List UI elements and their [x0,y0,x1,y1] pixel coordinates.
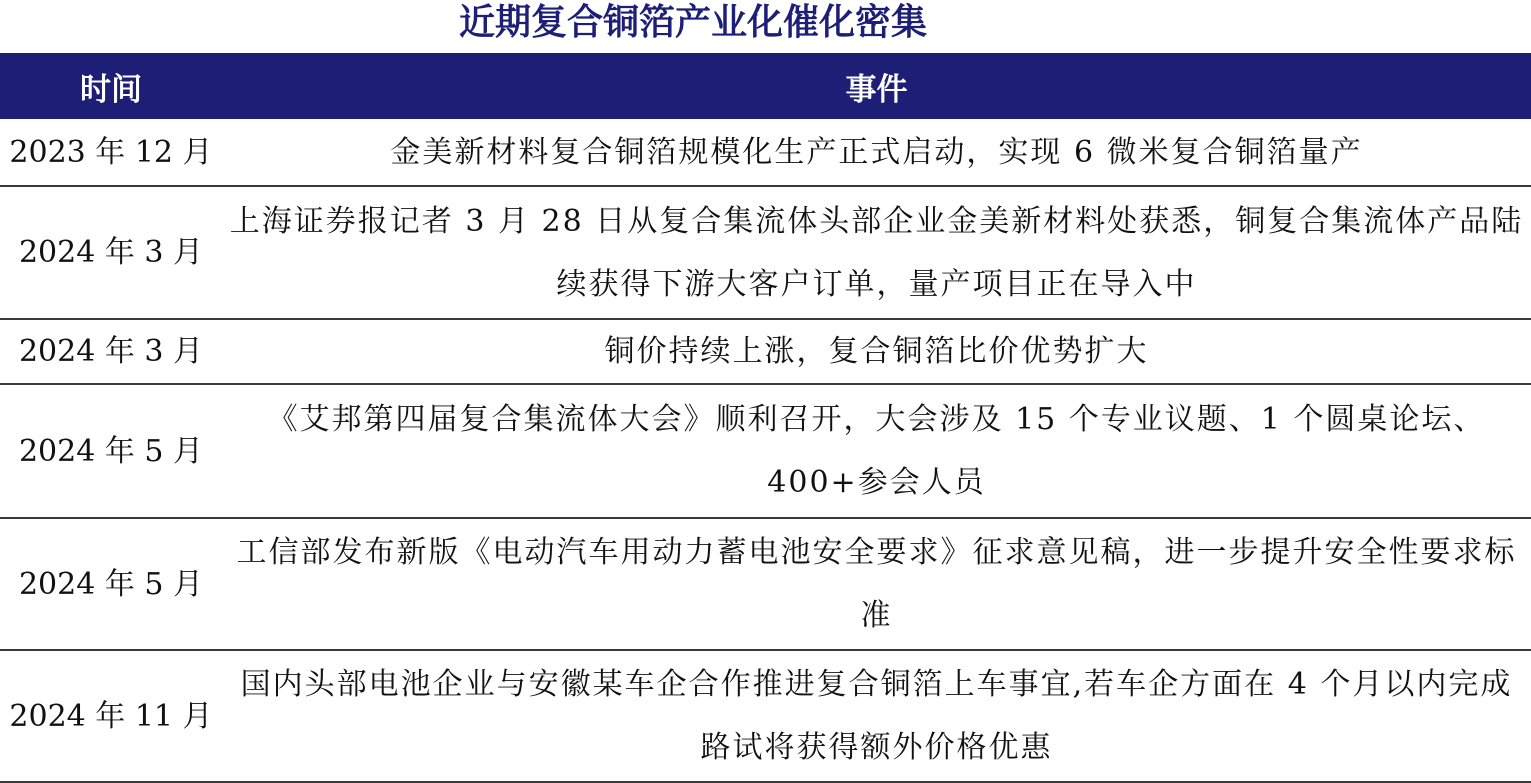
table-row [0,119,1531,186]
header-time: 时间 [80,71,142,108]
table-row [0,518,1531,650]
row-event: 工信部发布新版《电动汽车用动力蓄电池安全要求》征求意见稿，进一步提升安全性要求标准 [222,518,1531,650]
table-body [0,119,1531,782]
row-event: 国内头部电池企业与安徽某车企合作推进复合铜箔上车事宜,若车企方面在 4 个月以内完成路试将获得额外价格优惠 [222,650,1531,782]
table-row [0,384,1531,518]
header-event: 事件 [845,71,908,108]
events-table [0,53,1531,783]
row-event: 铜价持续上涨，复合铜箔比价优势扩大 [222,319,1531,384]
table-header [0,53,1531,119]
row-time: 2024 年 11 月 [0,650,222,782]
row-time: 2024 年 5 月 [0,384,222,518]
row-time: 2024 年 3 月 [0,186,222,319]
table-row [0,186,1531,319]
table-row [0,319,1531,384]
row-event: 金美新材料复合铜箔规模化生产正式启动，实现 6 微米复合铜箔量产 [222,119,1531,186]
row-event: 上海证券报记者 3 月 28 日从复合集流体头部企业金美新材料处获悉，铜复合集流体产品陆续获得下游大客户订单，量产项目正在导入中 [222,186,1531,319]
row-event: 《艾邦第四届复合集流体大会》顺利召开，大会涉及 15 个专业议题、1 个圆桌论坛、400+参会人员 [222,384,1531,518]
row-time: 2024 年 3 月 [0,319,222,384]
row-time: 2023 年 12 月 [0,119,222,186]
page-title: 近期复合铜箔产业化催化密集 [458,2,927,43]
row-time: 2024 年 5 月 [0,518,222,650]
table-row [0,650,1531,782]
header-row [0,53,1531,119]
